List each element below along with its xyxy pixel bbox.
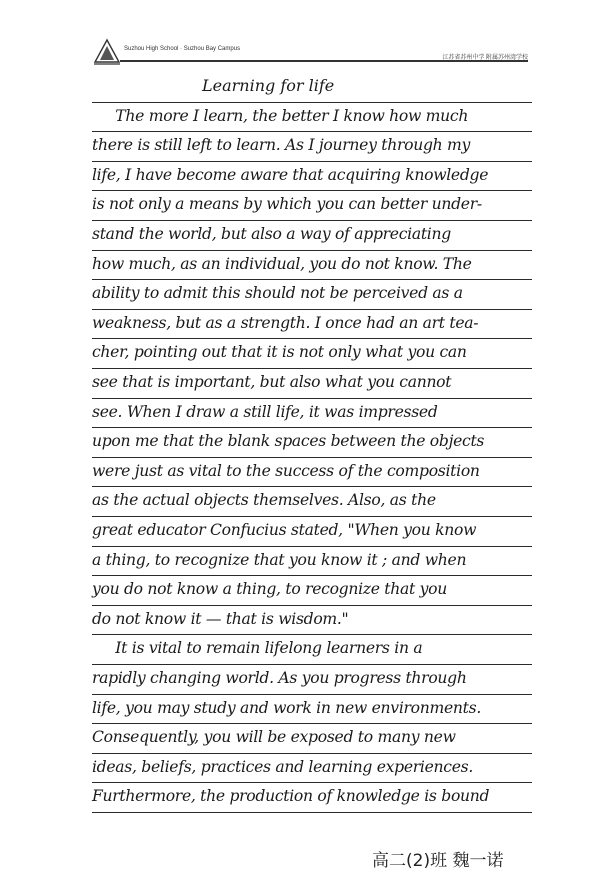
- essay-line: rapidly changing world. As you progress through: [92, 664, 532, 695]
- essay-line: The more I learn, the better I know how much: [92, 102, 532, 133]
- essay-line: as the actual objects themselves. Also, as the: [92, 486, 532, 517]
- essay-line: upon me that the blank spaces between the objects: [92, 427, 532, 458]
- essay-line: a thing, to recognize that you know it ; and when: [92, 546, 532, 577]
- essay-line: is not only a means by which you can better under-: [92, 190, 532, 221]
- essay-line: there is still left to learn. As I journey through my: [92, 131, 532, 162]
- essay-line: see. When I draw a still life, it was impressed: [92, 398, 532, 429]
- essay-line: how much, as an individual, you do not know. The: [92, 250, 532, 281]
- essay-line: cher, pointing out that it is not only what you can: [92, 338, 532, 369]
- essay-line: you do not know a thing, to recognize that you: [92, 575, 532, 606]
- essay-line: weakness, but as a strength. I once had an art tea-: [92, 309, 532, 340]
- school-name-english: Suzhou High School · Suzhou Bay Campus: [124, 46, 241, 52]
- essay-line: life, I have become aware that acquiring knowledge: [92, 161, 532, 192]
- essay-line: ability to admit this should not be perceived as a: [92, 279, 532, 310]
- essay-line: were just as vital to the success of the composition: [92, 457, 532, 488]
- essay-line: see that is important, but also what you cannot: [92, 368, 532, 399]
- page-header: [92, 38, 528, 72]
- essay-line: ideas, beliefs, practices and learning experiences.: [92, 753, 532, 784]
- essay-line: Furthermore, the production of knowledge is bound: [92, 782, 532, 813]
- school-name-chinese: 江苏省苏州中学 附属苏州湾学校: [442, 55, 528, 61]
- essay-line: great educator Confucius stated, "When you know: [92, 516, 532, 547]
- essay-line: Consequently, you will be exposed to many new: [92, 723, 532, 754]
- essay-line: life, you may study and work in new environments.: [92, 694, 532, 725]
- school-emblem-icon: [92, 38, 122, 66]
- essay-line: It is vital to remain lifelong learners in a: [92, 634, 532, 665]
- essay-line: stand the world, but also a way of appreciating: [92, 220, 532, 251]
- essay-line: do not know it — that is wisdom.": [92, 605, 532, 636]
- essay-title: Learning for life: [202, 76, 335, 95]
- student-signature: 高二(2)班 魏一诺: [372, 851, 504, 871]
